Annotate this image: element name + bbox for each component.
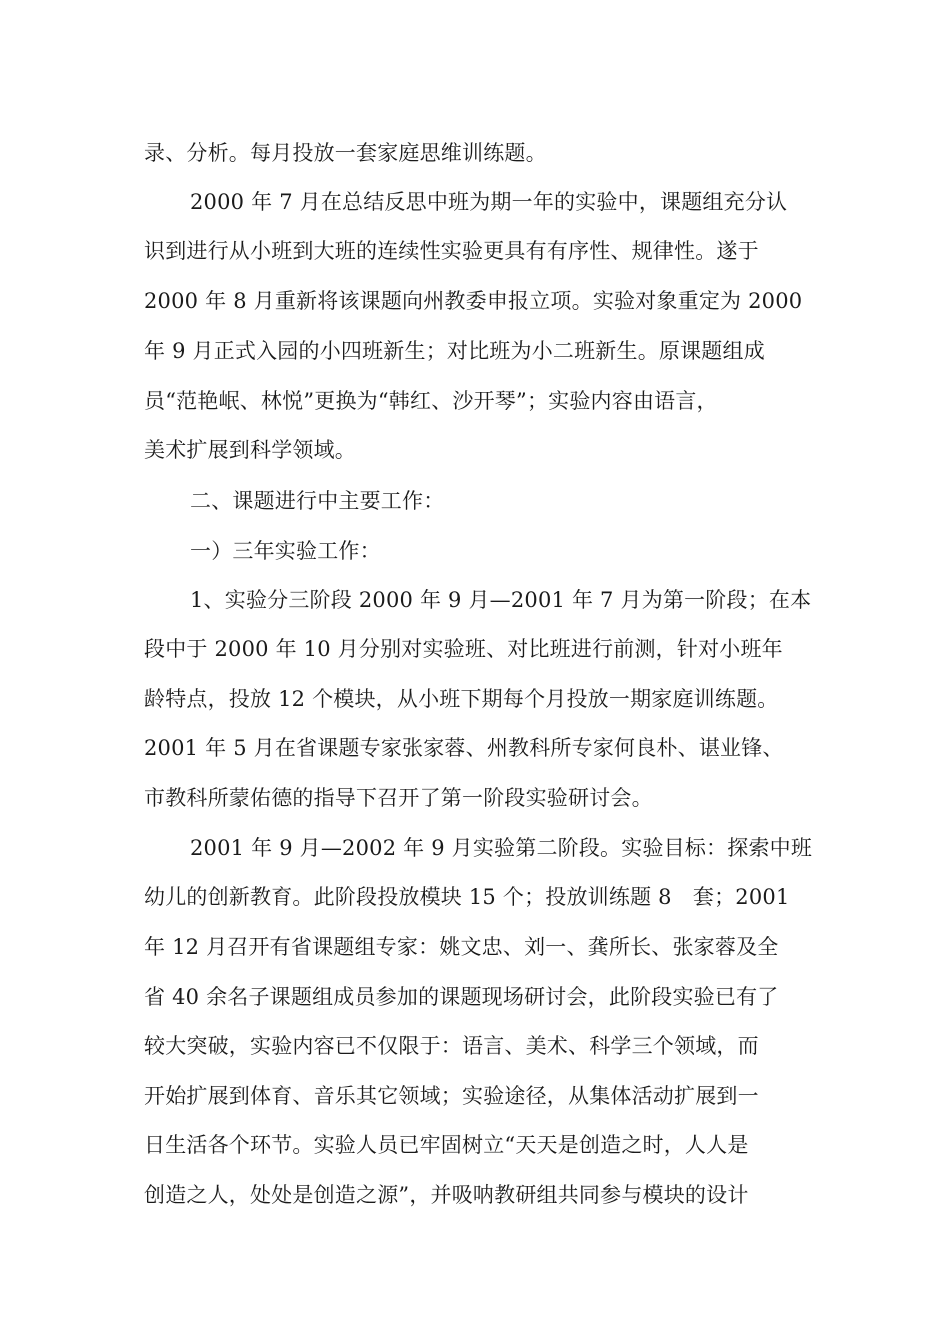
text-line: 幼儿的创新教育。此阶段投放模块 15 个；投放训练题 8 套；2001 bbox=[144, 885, 790, 909]
paragraph-line: 1、实验分三阶段 2000 年 9 月—2001 年 7 月为第一阶段；在本 bbox=[190, 588, 812, 612]
paragraph-line: 2001 年 9 月—2002 年 9 月实验第二阶段。实验目标：探索中班 bbox=[190, 836, 813, 860]
text-line: 段中于 2000 年 10 月分别对实验班、对比班进行前测，针对小班年 bbox=[144, 637, 783, 661]
text-line: 省 40 余名子课题组成员参加的课题现场研讨会，此阶段实验已有了 bbox=[144, 985, 779, 1009]
text-line: 年 12 月召开有省课题组专家：姚文忠、刘一、龚所长、张家蓉及全 bbox=[144, 935, 779, 959]
text-line: 创造之人，处处是创造之源”，并吸呐教研组共同参与模块的设计 bbox=[144, 1183, 749, 1207]
text-line: 年 9 月正式入园的小四班新生；对比班为小二班新生。原课题组成 bbox=[144, 339, 765, 363]
text-line: 日生活各个环节。实验人员已牢固树立“天天是创造之时，人人是 bbox=[144, 1133, 749, 1157]
text-line: 2000 年 8 月重新将该课题向州教委申报立项。实验对象重定为 2000 bbox=[144, 289, 803, 313]
text-line: 2001 年 5 月在省课题专家张家蓉、州教科所专家何良朴、谌业锋、 bbox=[144, 736, 784, 760]
text-line: 美术扩展到科学领域。 bbox=[144, 438, 356, 462]
text-line: 开始扩展到体育、音乐其它领域；实验途径，从集体活动扩展到一 bbox=[144, 1084, 759, 1108]
text-line: 较大突破，实验内容已不仅限于：语言、美术、科学三个领域，而 bbox=[144, 1034, 759, 1058]
paragraph-line: 2000 年 7 月在总结反思中班为期一年的实验中，课题组充分认 bbox=[190, 190, 788, 214]
subsection-heading: 一）三年实验工作： bbox=[190, 539, 381, 563]
text-line: 识到进行从小班到大班的连续性实验更具有有序性、规律性。遂于 bbox=[144, 239, 759, 263]
text-line: 龄特点，投放 12 个模块，从小班下期每个月投放一期家庭训练题。 bbox=[144, 687, 779, 711]
text-line: 市教科所蒙佑德的指导下召开了第一阶段实验研讨会。 bbox=[144, 786, 653, 810]
section-heading: 二、课题进行中主要工作： bbox=[190, 489, 445, 513]
text-line: 员“范艳岷、林悦”更换为“韩红、沙开琴”；实验内容由语言， bbox=[144, 389, 718, 413]
text-line: 录、分析。每月投放一套家庭思维训练题。 bbox=[144, 141, 547, 165]
